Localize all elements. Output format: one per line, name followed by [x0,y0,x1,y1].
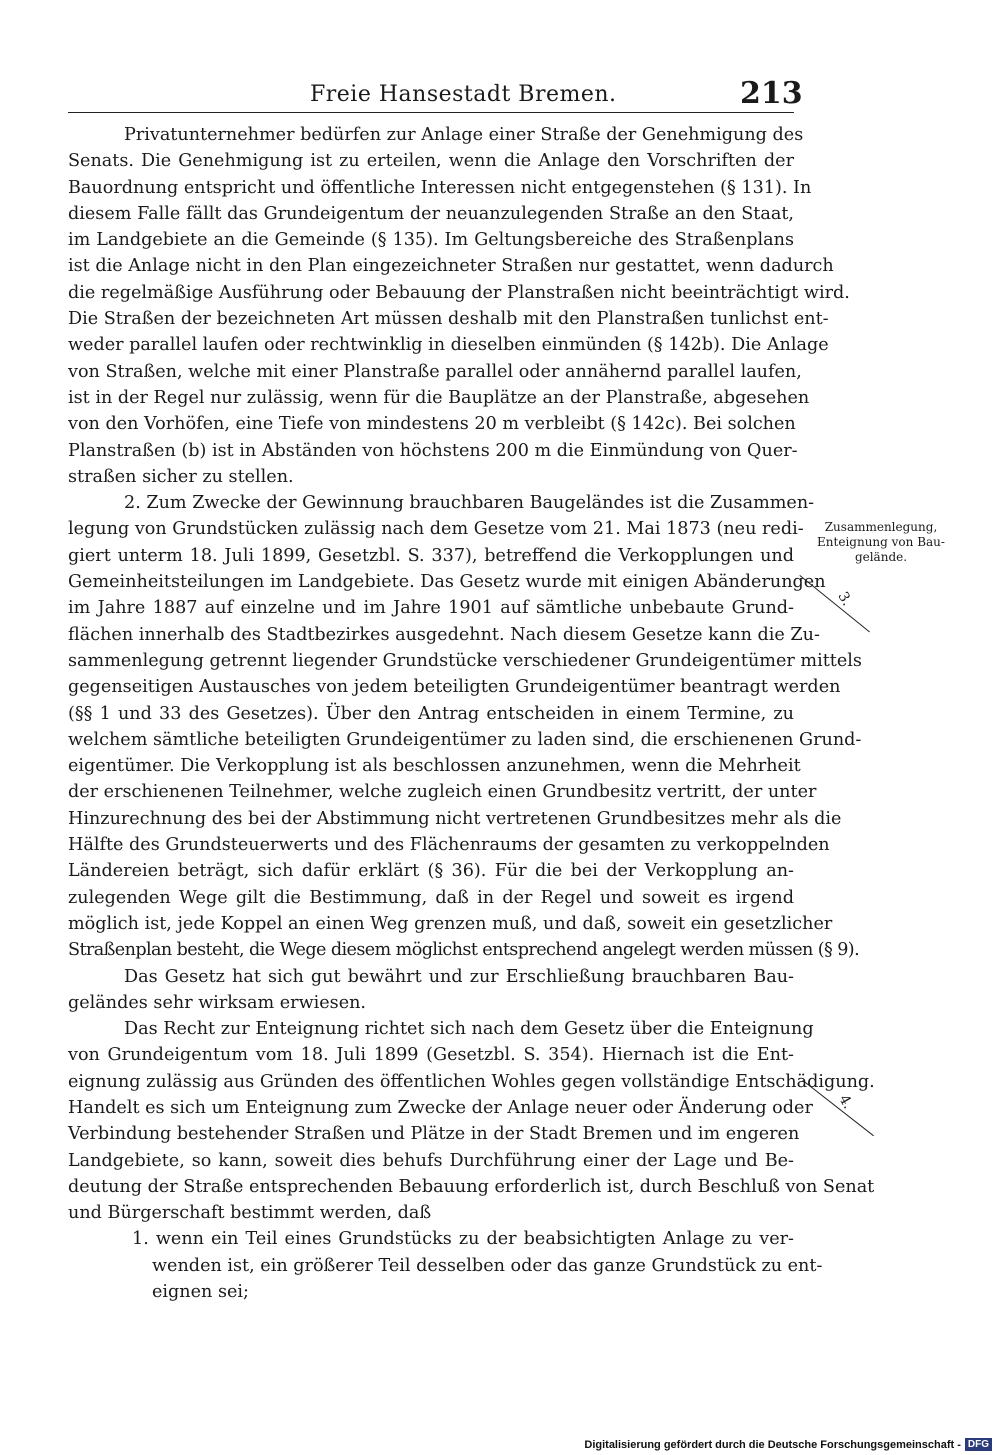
text-line: Senats. Die Genehmigung ist zu erteilen, wenn die Anlage den Vorschriften der [68,151,794,172]
text-line: Das Gesetz hat sich gut bewährt und zur Erschließung brauchbaren Bau- [124,966,794,987]
text-line: Gemeinheitsteilungen im Landgebiete. Das Gesetz wurde mit einigen Abänderungen [68,572,826,593]
text-line: straßen sicher zu stellen. [68,466,294,487]
text-line: welchem sämtliche beteiligten Grundeigentümer zu laden sind, die erschienenen Grund- [68,729,862,750]
text-line: Privatunternehmer bedürfen zur Anlage einer Straße der Genehmigung des [124,125,804,145]
margin-note [806,520,956,565]
text-line: (§§ 1 und 33 des Gesetzes). Über den Antrag entscheiden in einem Termine, zu [68,703,794,724]
digitization-footer [584,1438,992,1451]
text-line: ist in der Regel nur zulässig, wenn für die Bauplätze an der Planstraße, abgesehen [68,387,810,408]
footer-text: Digitalisierung gefördert durch die Deutsche Forschungsgemeinschaft - [584,1438,961,1451]
text-line: Das Recht zur Enteignung richtet sich nach dem Gesetz über die Enteignung [124,1019,814,1040]
text-line: eigentümer. Die Verkopplung ist als beschlossen anzunehmen, wenn die Mehrheit [68,756,801,777]
text-line: von den Vorhöfen, eine Tiefe von mindestens 20 m verbleibt (§ 142c). Bei solchen [68,414,796,435]
text-line: im Jahre 1887 auf einzelne und im Jahre 1901 auf sämtliche unbebaute Grund- [68,598,794,619]
text-line: ist die Anlage nicht in den Plan eingezeichneter Straßen nur gestattet, wenn dadurch [68,256,834,277]
text-line: gegenseitigen Austausches von jedem beteiligten Grundeigentümer beantragt werden [68,677,841,698]
text-line: Straßenplan besteht, die Wege diesem möglichst entsprechend angelegt werden müssen (§ 9). [68,940,860,961]
marker-number: 3. [834,589,855,609]
text-line: Die Straßen der bezeichneten Art müssen deshalb mit den Planstraßen tunlichst ent- [68,309,829,330]
text-line: von Straßen, welche mit einer Planstraße parallel oder annähernd parallel laufen, [68,361,802,382]
marker-number: 4. [835,1092,856,1112]
text-line: Hälfte des Grundsteuerwerts und des Flächenraums der gesamten zu verkoppelnden [68,835,830,856]
text-line: die regelmäßige Ausführung oder Bebauung der Planstraßen nicht beeinträchtigt wird. [68,282,850,303]
body-text [68,122,875,1305]
text-line: wenden ist, ein größerer Teil desselben oder das ganze Grundstück zu ent- [152,1255,823,1276]
text-line: diesem Falle fällt das Grundeigentum der neuanzulegenden Straße an den Staat, [68,203,794,224]
text-line: möglich ist, jede Koppel an einen Weg grenzen muß, und daß, soweit ein gesetzlicher [68,913,833,934]
text-line: der erschienenen Teilnehmer, welche zugleich einen Grundbesitz vertritt, der unter [68,782,817,803]
text-line: Bauordnung entspricht und öffentliche Interessen nicht entgegenstehen (§ 131). In [68,177,812,198]
text-line: deutung der Straße entsprechenden Bebauung erforderlich ist, durch Beschluß von Senat [68,1176,875,1197]
marker-line [799,575,870,632]
text-line: eignen sei; [152,1282,249,1303]
text-line: weder parallel laufen oder rechtwinklig in dieselben einmünden (§ 142b). Die Anlage [68,335,829,356]
text-line: Landgebiete, so kann, soweit dies behufs Durchführung einer der Lage und Be- [68,1150,794,1171]
text-line: 1. wenn ein Teil eines Grundstücks zu der beabsichtigten Anlage zu ver- [132,1229,794,1250]
margin-note-line: Enteignung von Bau- [817,535,945,549]
text-line: Verbindung bestehender Straßen und Plätze in der Stadt Bremen und im engeren [68,1124,800,1145]
text-line: Hinzurechnung des bei der Abstimmung nicht vertretenen Grundbesitzes mehr als die [68,808,842,829]
text-line: flächen innerhalb des Stadtbezirkes ausgedehnt. Nach diesem Gesetze kann die Zu- [68,624,820,645]
text-line: zulegenden Wege gilt die Bestimmung, daß in der Regel und soweit es irgend [68,887,794,908]
text-line: sammenlegung getrennt liegender Grundstücke verschiedener Grundeigentümer mittels [68,650,862,671]
text-line: im Landgebiete an die Gemeinde (§ 135). Im Geltungsbereiche des Straßenplans [68,230,794,251]
text-line: 2. Zum Zwecke der Gewinnung brauchbaren Baugeländes ist die Zusammen- [124,493,815,514]
page-number: 213 [740,76,803,111]
text-line: Planstraßen (b) ist in Abständen von höchstens 200 m die Einmündung von Quer- [68,440,798,461]
text-line: Ländereien beträgt, sich dafür erklärt (§ 36). Für die bei der Verkopplung an- [68,861,794,882]
text-line: eignung zulässig aus Gründen des öffentlichen Wohles gegen vollständige Entschädigung. [68,1071,875,1092]
dfg-logo: DFG [965,1438,992,1451]
text-line: von Grundeigentum vom 18. Juli 1899 (Gesetzbl. S. 354). Hiernach ist die Ent- [68,1045,794,1066]
text-line: und Bürgerschaft bestimmt werden, daß [68,1203,432,1224]
text-line: giert unterm 18. Juli 1899, Gesetzbl. S. 337), betreffend die Verkopplungen und [68,545,794,566]
running-head: Freie Hansestadt Bremen. [310,82,617,107]
text-line: Handelt es sich um Enteignung zum Zwecke der Anlage neuer oder Änderung oder [68,1097,813,1118]
text-line: geländes sehr wirksam erwiesen. [68,992,367,1013]
header-rule [68,112,794,113]
text-line: legung von Grundstücken zulässig nach dem Gesetze vom 21. Mai 1873 (neu redi- [68,519,804,540]
margin-note-line: Zusammenlegung, [824,520,938,534]
margin-note-line: gelände. [854,550,908,564]
